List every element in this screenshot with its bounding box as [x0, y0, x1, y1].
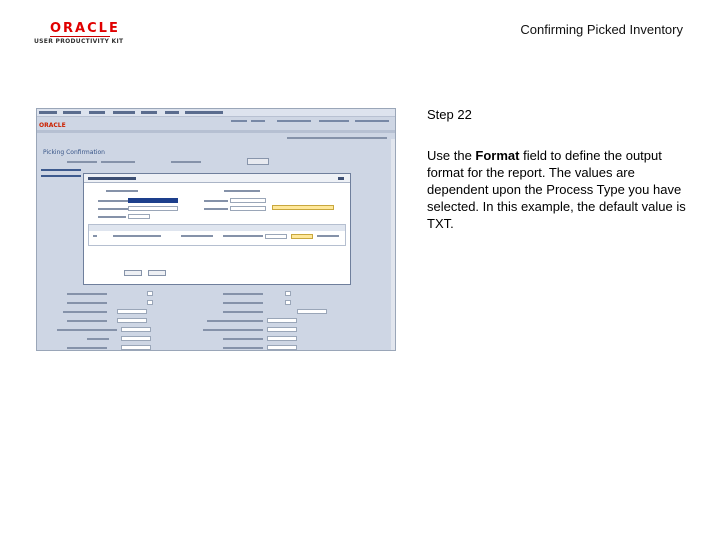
logo-rule [50, 36, 110, 37]
document-title: Confirming Picked Inventory [520, 22, 683, 37]
step-instruction [427, 147, 692, 232]
type-select [265, 234, 287, 239]
oracle-upk-logo [34, 22, 126, 48]
instruction-text-after: field to define the output format for the report. The values are dependent upon the Process Type you have selected. In this example, the default value is TXT. [427, 148, 686, 231]
screenshot-brand: ORACLE [39, 122, 66, 129]
screenshot-menu-bar [37, 130, 395, 133]
instruction-text-before: Use the [427, 148, 476, 163]
recurrence-note [272, 205, 334, 210]
process-list-table [88, 224, 346, 246]
process-list-header [89, 225, 345, 231]
screenshot-run-button [247, 158, 269, 165]
screenshot-page-links [287, 137, 387, 139]
screenshot-scrollbar [391, 139, 395, 351]
application-screenshot [36, 108, 396, 351]
cancel-button [148, 270, 166, 276]
format-select [291, 234, 313, 239]
logo-wordmark: ORACLE [50, 21, 120, 36]
instruction-field-name: Format [475, 148, 520, 163]
logo-subtitle: USER PRODUCTIVITY KIT [34, 38, 124, 45]
step-number: Step 22 [427, 107, 472, 122]
ok-button [124, 270, 142, 276]
dialog-title-bar [84, 174, 350, 183]
screenshot-page-title: Picking Confirmation [43, 149, 105, 156]
process-scheduler-dialog [83, 173, 351, 285]
screenshot-top-nav [37, 109, 395, 117]
